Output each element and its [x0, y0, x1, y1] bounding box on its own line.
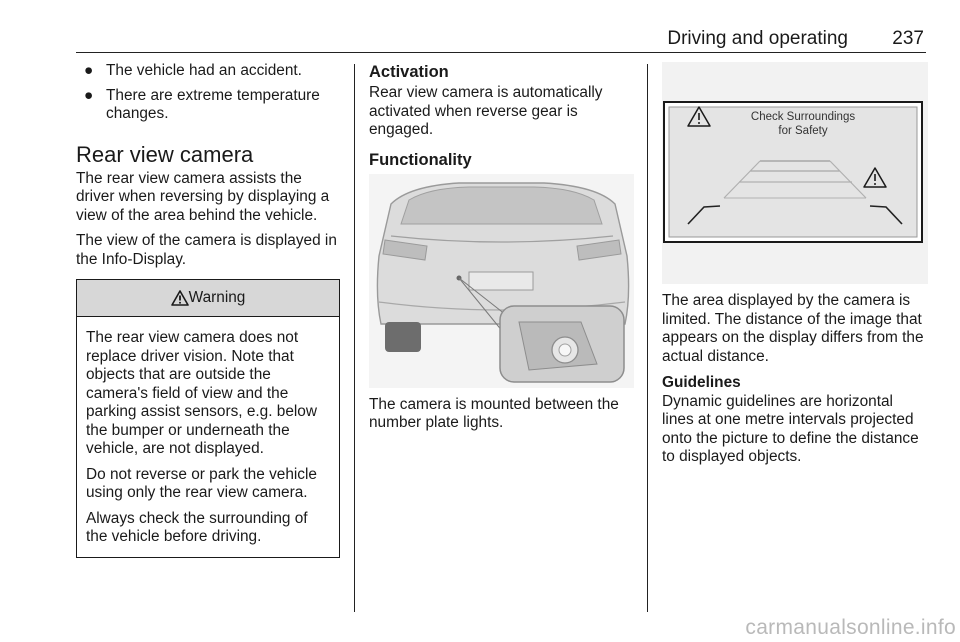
functionality-title: Functionality	[369, 150, 472, 169]
guidelines-title: Guidelines	[662, 374, 741, 391]
activation-title: Activation	[369, 63, 449, 81]
warning-icon	[171, 290, 189, 306]
warning-header	[77, 280, 339, 317]
section-title: Rear view camera	[76, 141, 254, 167]
page-header	[76, 26, 926, 53]
bullet-icon: ●	[84, 86, 94, 104]
page-number: 237	[892, 28, 924, 49]
column-right	[662, 62, 928, 474]
column-left	[76, 62, 340, 558]
watermark: carmanualsonline.info	[745, 616, 956, 639]
camera-caption: The camera is mounted between the number plate lights.	[369, 395, 619, 431]
bullet-icon: ●	[84, 62, 94, 79]
intro-paragraph: The rear view camera assists the driver when reversing by displaying a view of the area behind the vehicle.	[76, 169, 330, 224]
list-item: ● There are extreme temperature changes.	[84, 86, 320, 122]
screen-text: for Safety	[778, 125, 828, 137]
warning-title: Warning	[188, 288, 246, 306]
list-item: ● The vehicle had an accident.	[84, 62, 302, 79]
screen-text: Check Surroundings	[750, 111, 856, 123]
display-paragraph: The view of the camera is displayed in the Info-Display.	[76, 232, 337, 268]
car-rear-camera-illustration	[369, 174, 634, 388]
warning-paragraph: The rear view camera does not replace driver vision. Note that objects that are outside the camera's field of view and the parking assist sensors, e.g. below the bumper or underneath the vehicle, are not displayed.	[86, 329, 317, 457]
chapter-title: Driving and operating	[667, 28, 848, 49]
column-middle	[369, 62, 634, 440]
column-divider	[354, 64, 355, 612]
activation-text: Rear view camera is automatically activated when reverse gear is engaged.	[369, 84, 603, 138]
column-divider	[647, 64, 648, 612]
display-area-paragraph: The area displayed by the camera is limited. The distance of the image that appears on the display differs from the actual distance.	[662, 292, 924, 365]
warning-paragraph: Do not reverse or park the vehicle using only the rear view camera.	[86, 465, 317, 501]
warning-box	[76, 279, 340, 558]
guidelines-paragraph: Dynamic guidelines are horizontal lines at one metre intervals projected onto the picture to define the distance to displayed objects.	[662, 392, 919, 465]
warning-body	[77, 317, 339, 557]
camera-display-illustration	[662, 62, 928, 284]
bullet-list	[76, 62, 340, 124]
warning-paragraph: Always check the surrounding of the vehicle before driving.	[86, 509, 308, 545]
